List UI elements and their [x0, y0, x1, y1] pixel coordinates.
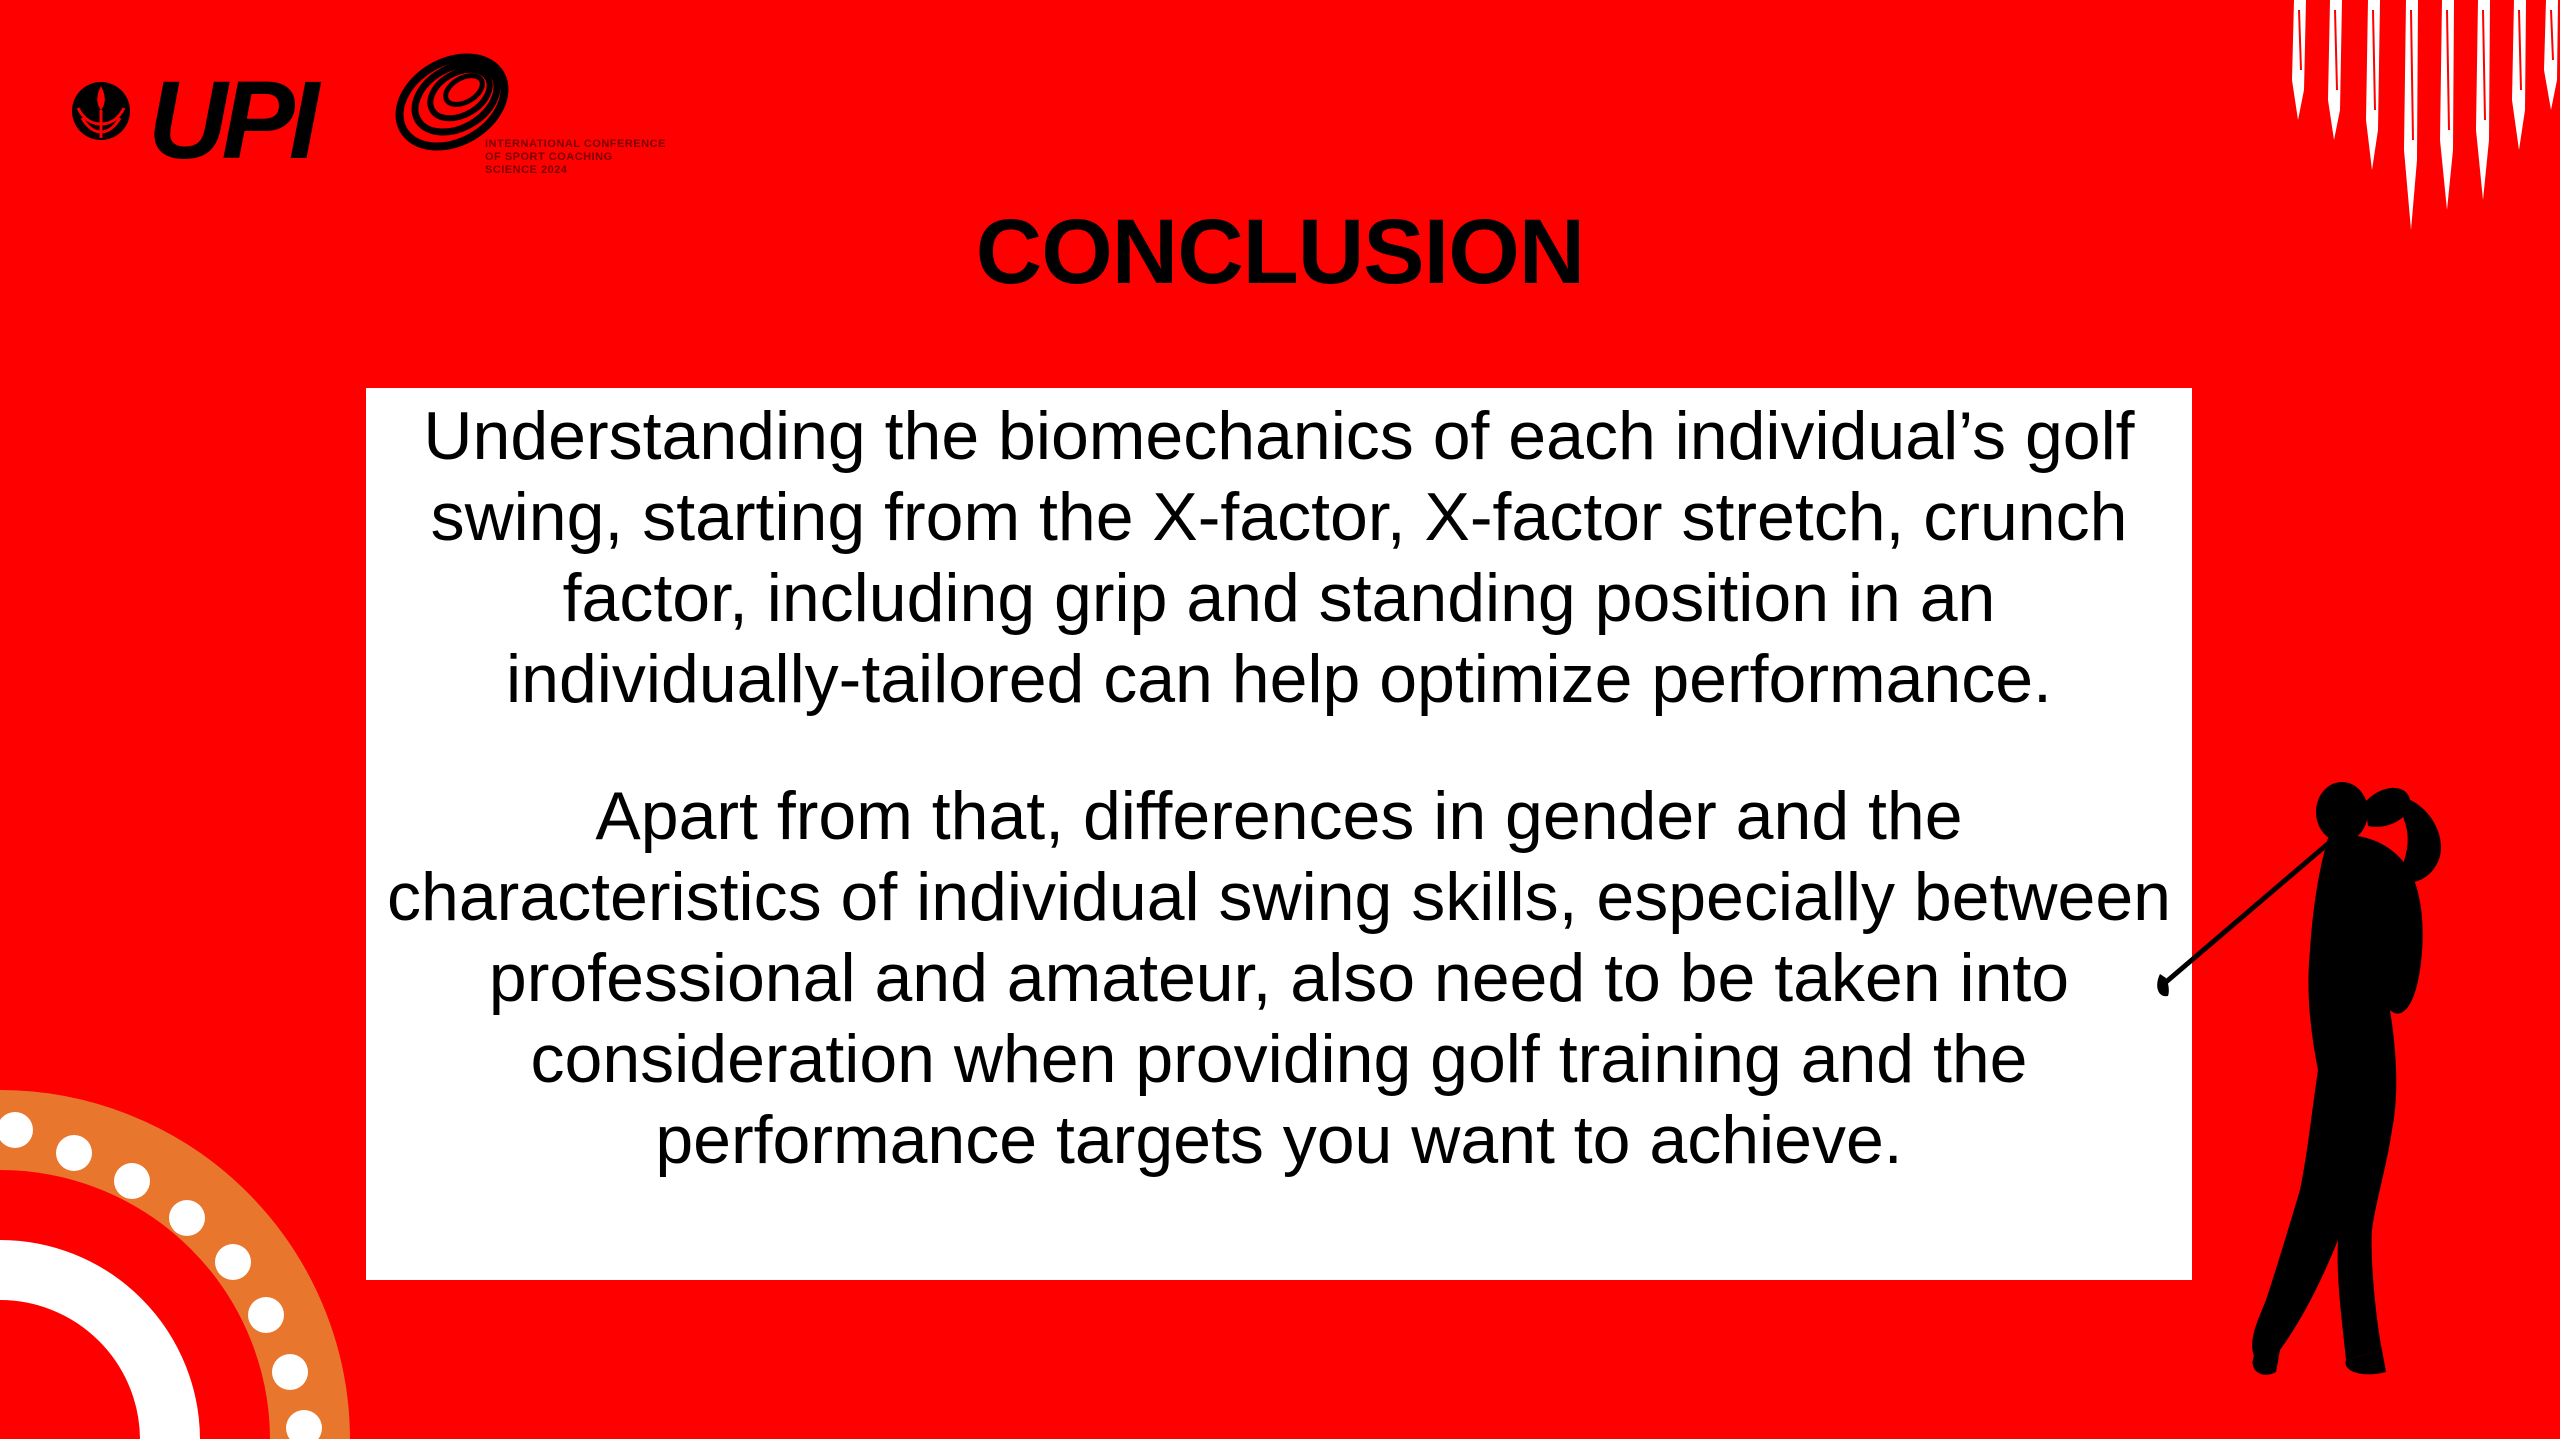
conference-line-3: SCIENCE 2024: [485, 164, 568, 176]
conclusion-text-box: [366, 388, 2192, 1280]
upi-wordmark: UPI: [148, 59, 314, 182]
conference-line-1: INTERNATIONAL CONFERENCE: [485, 138, 666, 150]
conclusion-paragraph-2: Apart from that, differences in gender and the characteristics of individual swing skills, especially between professional and amateur, also need to be taken into consideration when providing golf training and the performance targets you want to achieve.: [387, 778, 2171, 1178]
conclusion-paragraph-1: Understanding the biomechanics of each individual’s golf swing, starting from the X-factor, X-factor stretch, crunch factor, including grip and standing position in an individually-tailored can help optimize performance.: [423, 398, 2135, 717]
slide-title: CONCLUSION: [975, 201, 1585, 303]
conference-line-2: OF SPORT COACHING: [485, 151, 613, 163]
golfer-silhouette: [2150, 760, 2490, 1380]
